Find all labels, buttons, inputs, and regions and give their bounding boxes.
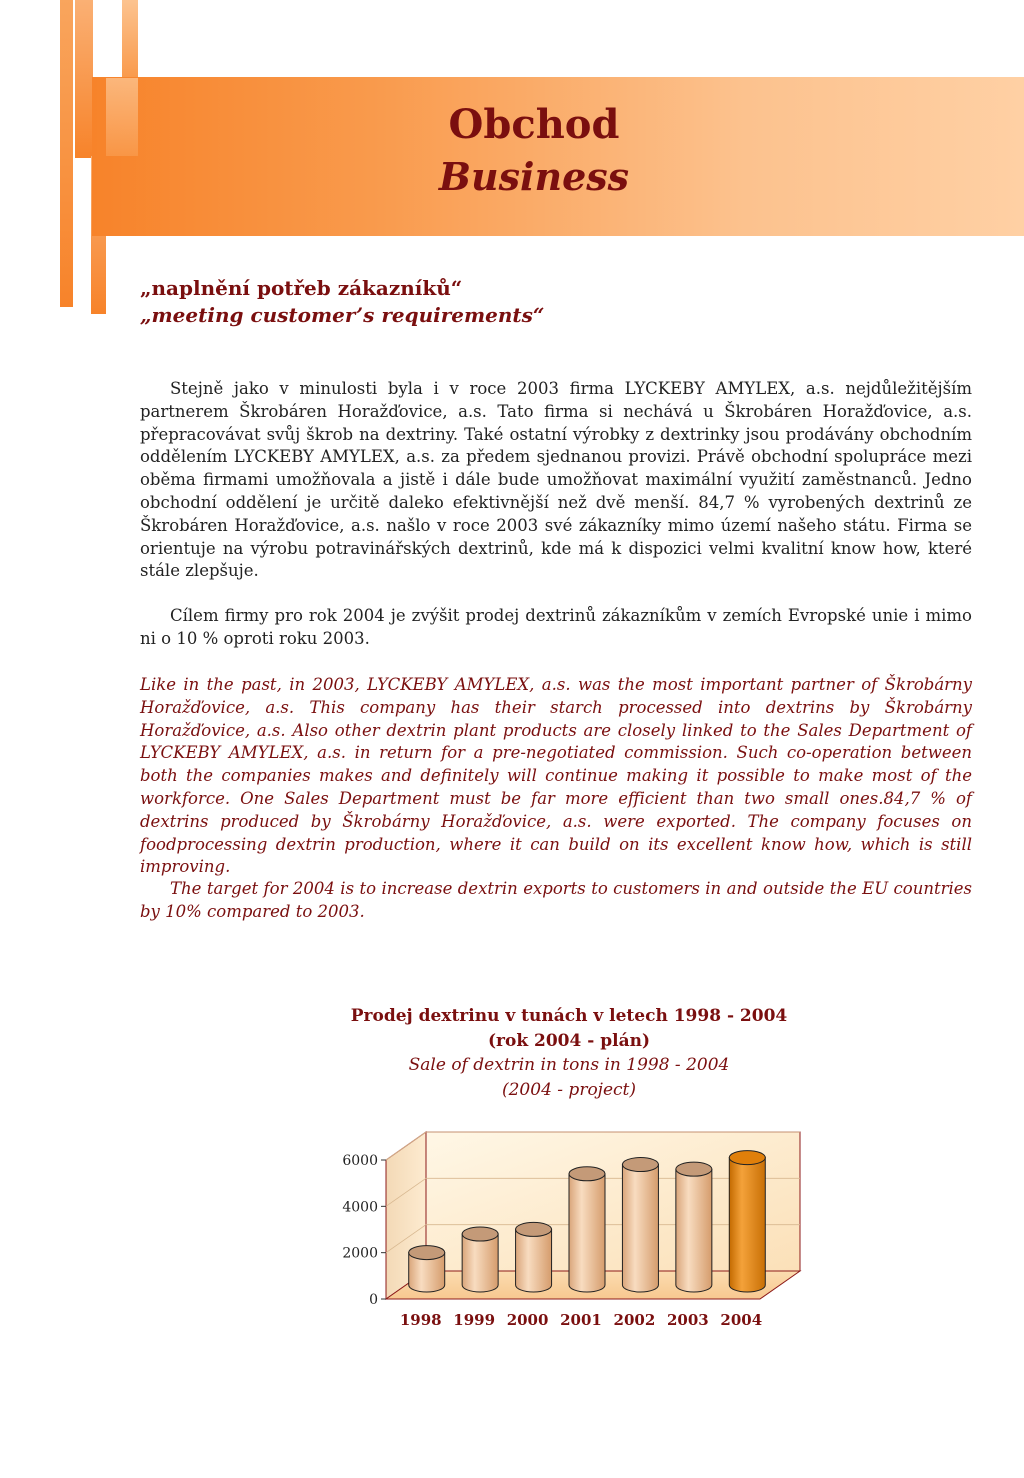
bar-top-2000	[516, 1222, 552, 1236]
bar-top-2002	[622, 1158, 658, 1172]
x-tick-label: 2001	[560, 1311, 602, 1329]
bar-top-1998	[409, 1246, 445, 1260]
paragraph-english-1: Like in the past, in 2003, LYCKEBY AMYLEX, a.s. was the most important partner of Škrobárny Horažďovice, a.s. This company has their starch processed into dextrins by Škrobárny Horažďovice, a.s. Also other dextrin plant products are closely linked to the Sales Department of LYCKEBY AMYLEX, a.s. in return for a pre-negotiated commission. Such co-operation between both the companies makes and definitely will continue making it possible to make most of the workforce. One Sales Department must be far more efficient than two small ones.84,7 % of dextrins produced by Škrobárny Horažďovice, a.s. were exported. The company focuses on foodprocessing dextrin production, where it can build on its excellent know how, which is still improving.	[140, 675, 972, 877]
bar-1999	[462, 1234, 498, 1292]
bar-top-2004	[729, 1151, 765, 1165]
page-title: Obchod	[448, 101, 620, 148]
chart-subtitle: Sale of dextrin in tons in 1998 - 2004	[408, 1055, 730, 1075]
x-tick-label: 2000	[506, 1311, 549, 1329]
y-tick-label: 6000	[342, 1153, 378, 1169]
x-tick-label: 1999	[453, 1311, 496, 1329]
motto-czech: „naplnění potřeb zákazníků“	[140, 276, 463, 300]
x-tick-label: 2004	[720, 1311, 763, 1329]
bar-2003	[676, 1169, 712, 1292]
paragraph-english-2: The target for 2004 is to increase dextrin exports to customers in and outside the EU countries by 10% compared to 2003.	[140, 879, 972, 921]
x-tick-label: 1998	[399, 1311, 442, 1329]
page-subtitle: Business	[438, 154, 630, 199]
bar-2002	[622, 1165, 658, 1292]
bar-2000	[516, 1229, 552, 1292]
bar-top-1999	[462, 1227, 498, 1241]
x-tick-label: 2003	[666, 1311, 709, 1329]
y-tick-label: 4000	[342, 1199, 378, 1216]
chart-subtitle-line2: (2004 - project)	[501, 1080, 636, 1100]
y-tick-label: 0	[369, 1292, 378, 1308]
bar-2001	[569, 1174, 605, 1292]
y-tick-label: 2000	[342, 1245, 378, 1262]
decor-bar	[122, 0, 138, 78]
paragraph-czech-2: Cílem firmy pro rok 2004 je zvýšit prodej dextrinů zákazníkům v zemích Evropské unie i mimo ni o 10 % oproti roku 2003.	[140, 606, 972, 648]
chart-title: Prodej dextrinu v tunách v letech 1998 - 2004	[350, 1006, 788, 1026]
bar-top-2003	[676, 1162, 712, 1176]
chart-title-line2: (rok 2004 - plán)	[487, 1031, 650, 1051]
bar-2004	[729, 1158, 765, 1292]
x-tick-label: 2002	[613, 1311, 656, 1329]
bar-chart	[320, 1120, 820, 1335]
bar-top-2001	[569, 1167, 605, 1181]
paragraph-czech-1: Stejně jako v minulosti byla i v roce 2003 firma LYCKEBY AMYLEX, a.s. nejdůležitějším partnerem Škrobáren Horažďovice, a.s. Tato firma si nechává u Škrobáren Horažďovice, a.s. přepracovávat svůj škrob na dextriny. Také ostatní výrobky z dextrinky jsou prodávány obchodním oddělením LYCKEBY AMYLEX, a.s. za předem sjednanou provizi. Právě obchodní spolupráce mezi oběma firmami umožňovala a jistě i dále bude umožňovat maximální využití zaměstnanců. Jedno obchodní oddělení je určitě daleko efektivnější než dvě menší. 84,7 % vyrobených dextrinů ze Škrobáren Horažďovice, a.s. našlo v roce 2003 své zákazníky mimo území našeho státu. Firma se orientuje na výrobu potravinářských dextrinů, kde má k dispozici velmi kvalitní know how, které stále zlepšuje.	[140, 379, 972, 581]
motto-english: „meeting customer’s requirements“	[140, 303, 545, 327]
